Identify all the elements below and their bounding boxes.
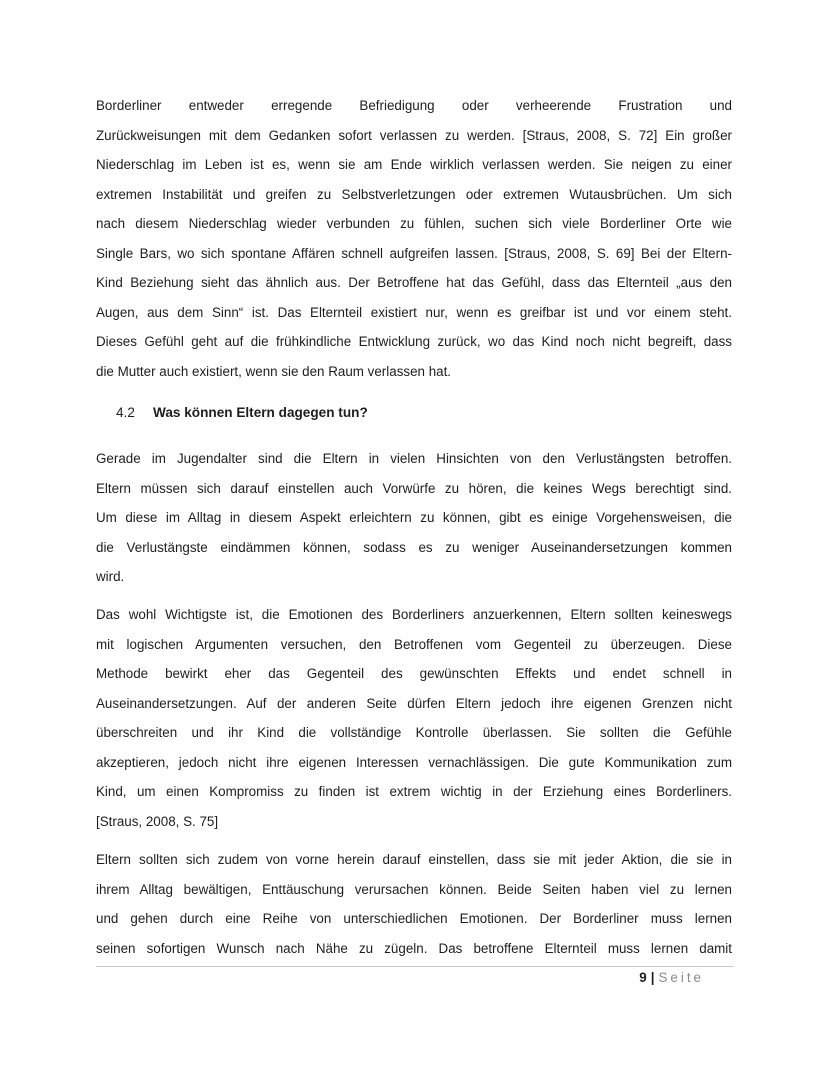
section-heading [116,405,368,420]
paragraph-line: die Verlustängste eindämmen können, sodass es zu weniger Auseinandersetzungen kommen [96,539,732,555]
paragraph-line: mit logischen Argumenten versuchen, den Betroffenen vom Gegenteil zu überzeugen. Diese [96,636,732,652]
paragraph-line: Auseinandersetzungen. Auf der anderen Seite dürfen Eltern jedoch ihre eigenen Grenzen nicht [96,695,732,711]
paragraph-line: Borderliner entweder erregende Befriedigung oder verheerende Frustration und [96,98,732,113]
paragraph-line: Eltern sollten sich zudem von vorne herein darauf einstellen, dass sie mit jeder Aktion, die sie in [96,852,732,867]
section-title: Was können Eltern dagegen tun? [153,405,368,420]
footer-separator: | [650,970,655,985]
paragraph-line: und gehen durch eine Reihe von unterschiedlichen Emotionen. Der Borderliner muss lernen [96,911,732,926]
paragraph-4 [96,845,732,963]
paragraph-line: Gerade im Jugendalter sind die Eltern in vielen Hinsichten von den Verlustängsten betroffen. [96,451,732,466]
paragraph-line: Kind Beziehung sieht das ähnlich aus. Der Betroffene hat das Gefühl, dass das Elternteil „aus den [96,275,732,290]
paragraph-line: [Straus, 2008, S. 75] [96,813,219,829]
page-footer [639,970,704,985]
paragraph-line: akzeptieren, jedoch nicht ihre eigenen Interessen vernachlässigen. Die gute Kommunikation zum [96,754,732,770]
paragraph-2 [96,444,732,592]
paragraph-line: nach diesem Niederschlag wieder verbunden zu fühlen, suchen sich viele Borderliner Orte wie [96,216,732,231]
paragraph-line: Um diese im Alltag in diesem Aspekt erleichtern zu können, gibt es einige Vorgehensweisen, die [96,510,732,525]
paragraph-line: Kind, um einen Kompromiss zu finden ist extrem wichtig in der Erziehung eines Borderliners. [96,784,732,799]
paragraph-line: Methode bewirkt eher das Gegenteil des gewünschten Effekts und endet schnell in [96,666,732,681]
section-number: 4.2 [116,405,135,420]
paragraph-line: ihrem Alltag bewältigen, Enttäuschung verursachen können. Beide Seiten haben viel zu lernen [96,881,732,897]
paragraph-line: wird. [96,569,125,584]
paragraph-line: die Mutter auch existiert, wenn sie den Raum verlassen hat. [96,363,452,379]
paragraph-line: Zurückweisungen mit dem Gedanken sofort verlassen zu werden. [Straus, 2008, S. 72] Ein großer [96,127,732,143]
page-label: Seite [658,970,704,985]
paragraph-3 [96,600,732,836]
paragraph-line: überschreiten und ihr Kind die vollständige Kontrolle überlassen. Sie sollten die Gefühle [96,725,732,740]
page-number: 9 [639,970,647,985]
paragraph-line: Eltern müssen sich darauf einstellen auch Vorwürfe zu hören, die keines Wegs berechtigt sind. [96,480,732,496]
paragraph-line: Niederschlag im Leben ist es, wenn sie am Ende wirklich verlassen werden. Sie neigen zu einer [96,157,732,172]
paragraph-line: extremen Instabilität und greifen zu Selbstverletzungen oder extremen Wutausbrüchen. Um sich [96,186,732,202]
footer-divider [96,966,734,967]
paragraph-line: seinen sofortigen Wunsch nach Nähe zu zügeln. Das betroffene Elternteil muss lernen damit [96,940,732,956]
paragraph-line: Das wohl Wichtigste ist, die Emotionen des Borderliners anzuerkennen, Eltern sollten keineswegs [96,607,732,622]
paragraph-1 [96,91,732,386]
paragraph-line: Dieses Gefühl geht auf die frühkindliche Entwicklung zurück, wo das Kind noch nicht begreift, dass [96,334,732,349]
paragraph-line: Augen, aus dem Sinn“ ist. Das Elternteil existiert nur, wenn es greifbar ist und vor einem steht. [96,304,732,320]
paragraph-line: Single Bars, wo sich spontane Affären schnell aufgreifen lassen. [Straus, 2008, S. 69] Bei der Eltern- [96,245,732,261]
